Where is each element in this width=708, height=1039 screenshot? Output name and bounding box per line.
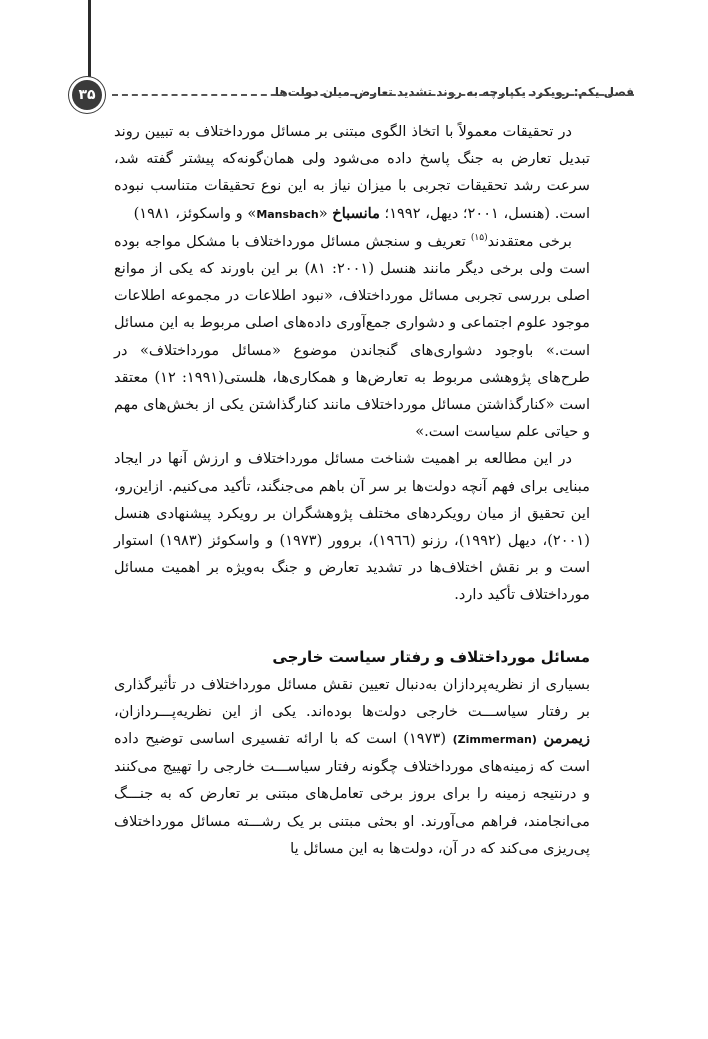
header-dashed-rule: [112, 94, 634, 96]
paragraph-text: در این مطالعه بر اهمیت شناخت مسائل مورداختلاف و ارزش آنها در ایجاد مبنایی برای فهم آنچه دولت‌ها بر سر آن باهم می‌جنگند، تأکید می‌کنیم. ازاین‌رو، این تحقیق از میان رویکردهای مختلف پژوهشگران بر رویکرد پیشنهادی هنسل (۲۰۰۱)، دیهل (۱۹۹۲)، رزنو (۱۹٦٦)، بروور (۱۹۷۳) و واسکوئز (۱۹۸۳) استوار است و بر نقش اختلاف‌ها در تشدید تعارض و جنگ به‌ویژه بر اهمیت مسائل مورداختلاف تأکید دارد.: [114, 450, 590, 604]
section-heading: مسائل مورداختلاف و رفتار سیاست خارجی: [272, 647, 590, 666]
chapter-title: فصل یکم: رویکرد یکپارچه به روند تشدید تعارض میان دولت‌ها: [269, 85, 634, 99]
paragraph-text: در تحقیقات معمولاً با اتخاذ الگوی مبتنی بر مسائل مورداختلاف به تبیین روند تبدیل تعارض به جنگ پاسخ داده می‌شود ولی همان‌گونه‌که پیشتر گفته شد، سرعت رشد تحقیقات تجربی با میزان نیاز به این نوع تحقیقات متناسب نبوده است. (هنسل، ۲۰۰۱؛ دیهل، ۱۹۹۲؛: [114, 123, 590, 222]
author-name: مانسباخ: [332, 204, 380, 222]
page-number-badge: ۳۵: [72, 80, 102, 110]
paragraph-text: تعریف و سنجش مسائل مورداختلاف با مشکل مواجه بوده است ولی برخی دیگر مانند هنسل (۲۰۰۱: ۸۱) بر این باورند که یکی از موانع اصلی بررسی تجربی مسائل مورداختلاف، «نبود اطلاعات در مجموعه اطلاعات موجود علوم اجتماعی و دشواری جمع‌آوری داده‌های اصلی مربوط به این مسائل است.» باوجود دشواری‌های گنجاندن موضوع «مسائل مورداختلاف» در طرح‌های پژوهشی مربوط به تعارض‌ها و همکاری‌ها، هلستی(۱۹۹۱: ۱۲) معتقد است «کنارگذاشتن مسائل مورداختلاف مانند کنارگذاشتن یکی از بخش‌های مهم و حیاتی علم سیاست است.»: [114, 232, 590, 441]
author-name: زیمرمن: [543, 730, 590, 748]
margin-rule: [88, 0, 91, 80]
section-paragraph: [114, 671, 590, 862]
paragraph-text-start: برخی معتقدند: [487, 232, 572, 250]
running-header: [72, 80, 634, 108]
paragraph-text-end: (۱۹۷۳) است که با ارائه تفسیری اساسی توضیح داده است که زمینه‌های مورداختلاف چگونه رفتار سیاســـت خارجی را تهییج می‌کنند و درنتیجه زمینه را برای بروز برخی تعامل‌های مبتنی بر تعارض که به جنـــگ می‌انجامند، فراهم می‌آورند. او بحثی مبتنی بر یک رشـــته مسائل مورداختلاف پی‌ریزی می‌کند که در آن، دولت‌ها به این مسائل یا: [114, 730, 590, 857]
latin-name: (Zimmerman): [452, 733, 537, 747]
paragraph-2: [114, 228, 590, 446]
paragraph-text-end: و واسکوئز، ۱۹۸۱): [133, 204, 248, 222]
footnote-marker: (۱۵): [470, 232, 488, 243]
latin-name: Mansbach: [256, 207, 319, 221]
paragraph-3: [114, 445, 590, 608]
paragraph-text: بسیاری از نظریه‌پردازان به‌دنبال تعیین نقش مسائل مورداختلاف در تأثیرگذاری بر رفتار سیاســـت خارجی دولت‌ها بوده‌اند. یکی از این نظریه‌پـــردازان،: [114, 675, 590, 720]
page-body: [114, 118, 590, 862]
paragraph-1: در تحقیقات معمولاً با اتخاذ الگوی مبتنی بر مسائل مورداختلاف به تبیین روند تبدیل تعارض به جنگ پاسخ داده می‌شود ولی همان‌گونه‌که پیشتر گفته شد، سرعت رشد تحقیقات تجربی با میزان نیاز به این نوع تحقیقات متناسب نبوده است. (هنسل، ۲۰۰۱؛ دیهل، ۱۹۹۲؛ مانسباخ «Mansbach» و واسکوئز، ۱۹۸۱): [114, 123, 590, 222]
